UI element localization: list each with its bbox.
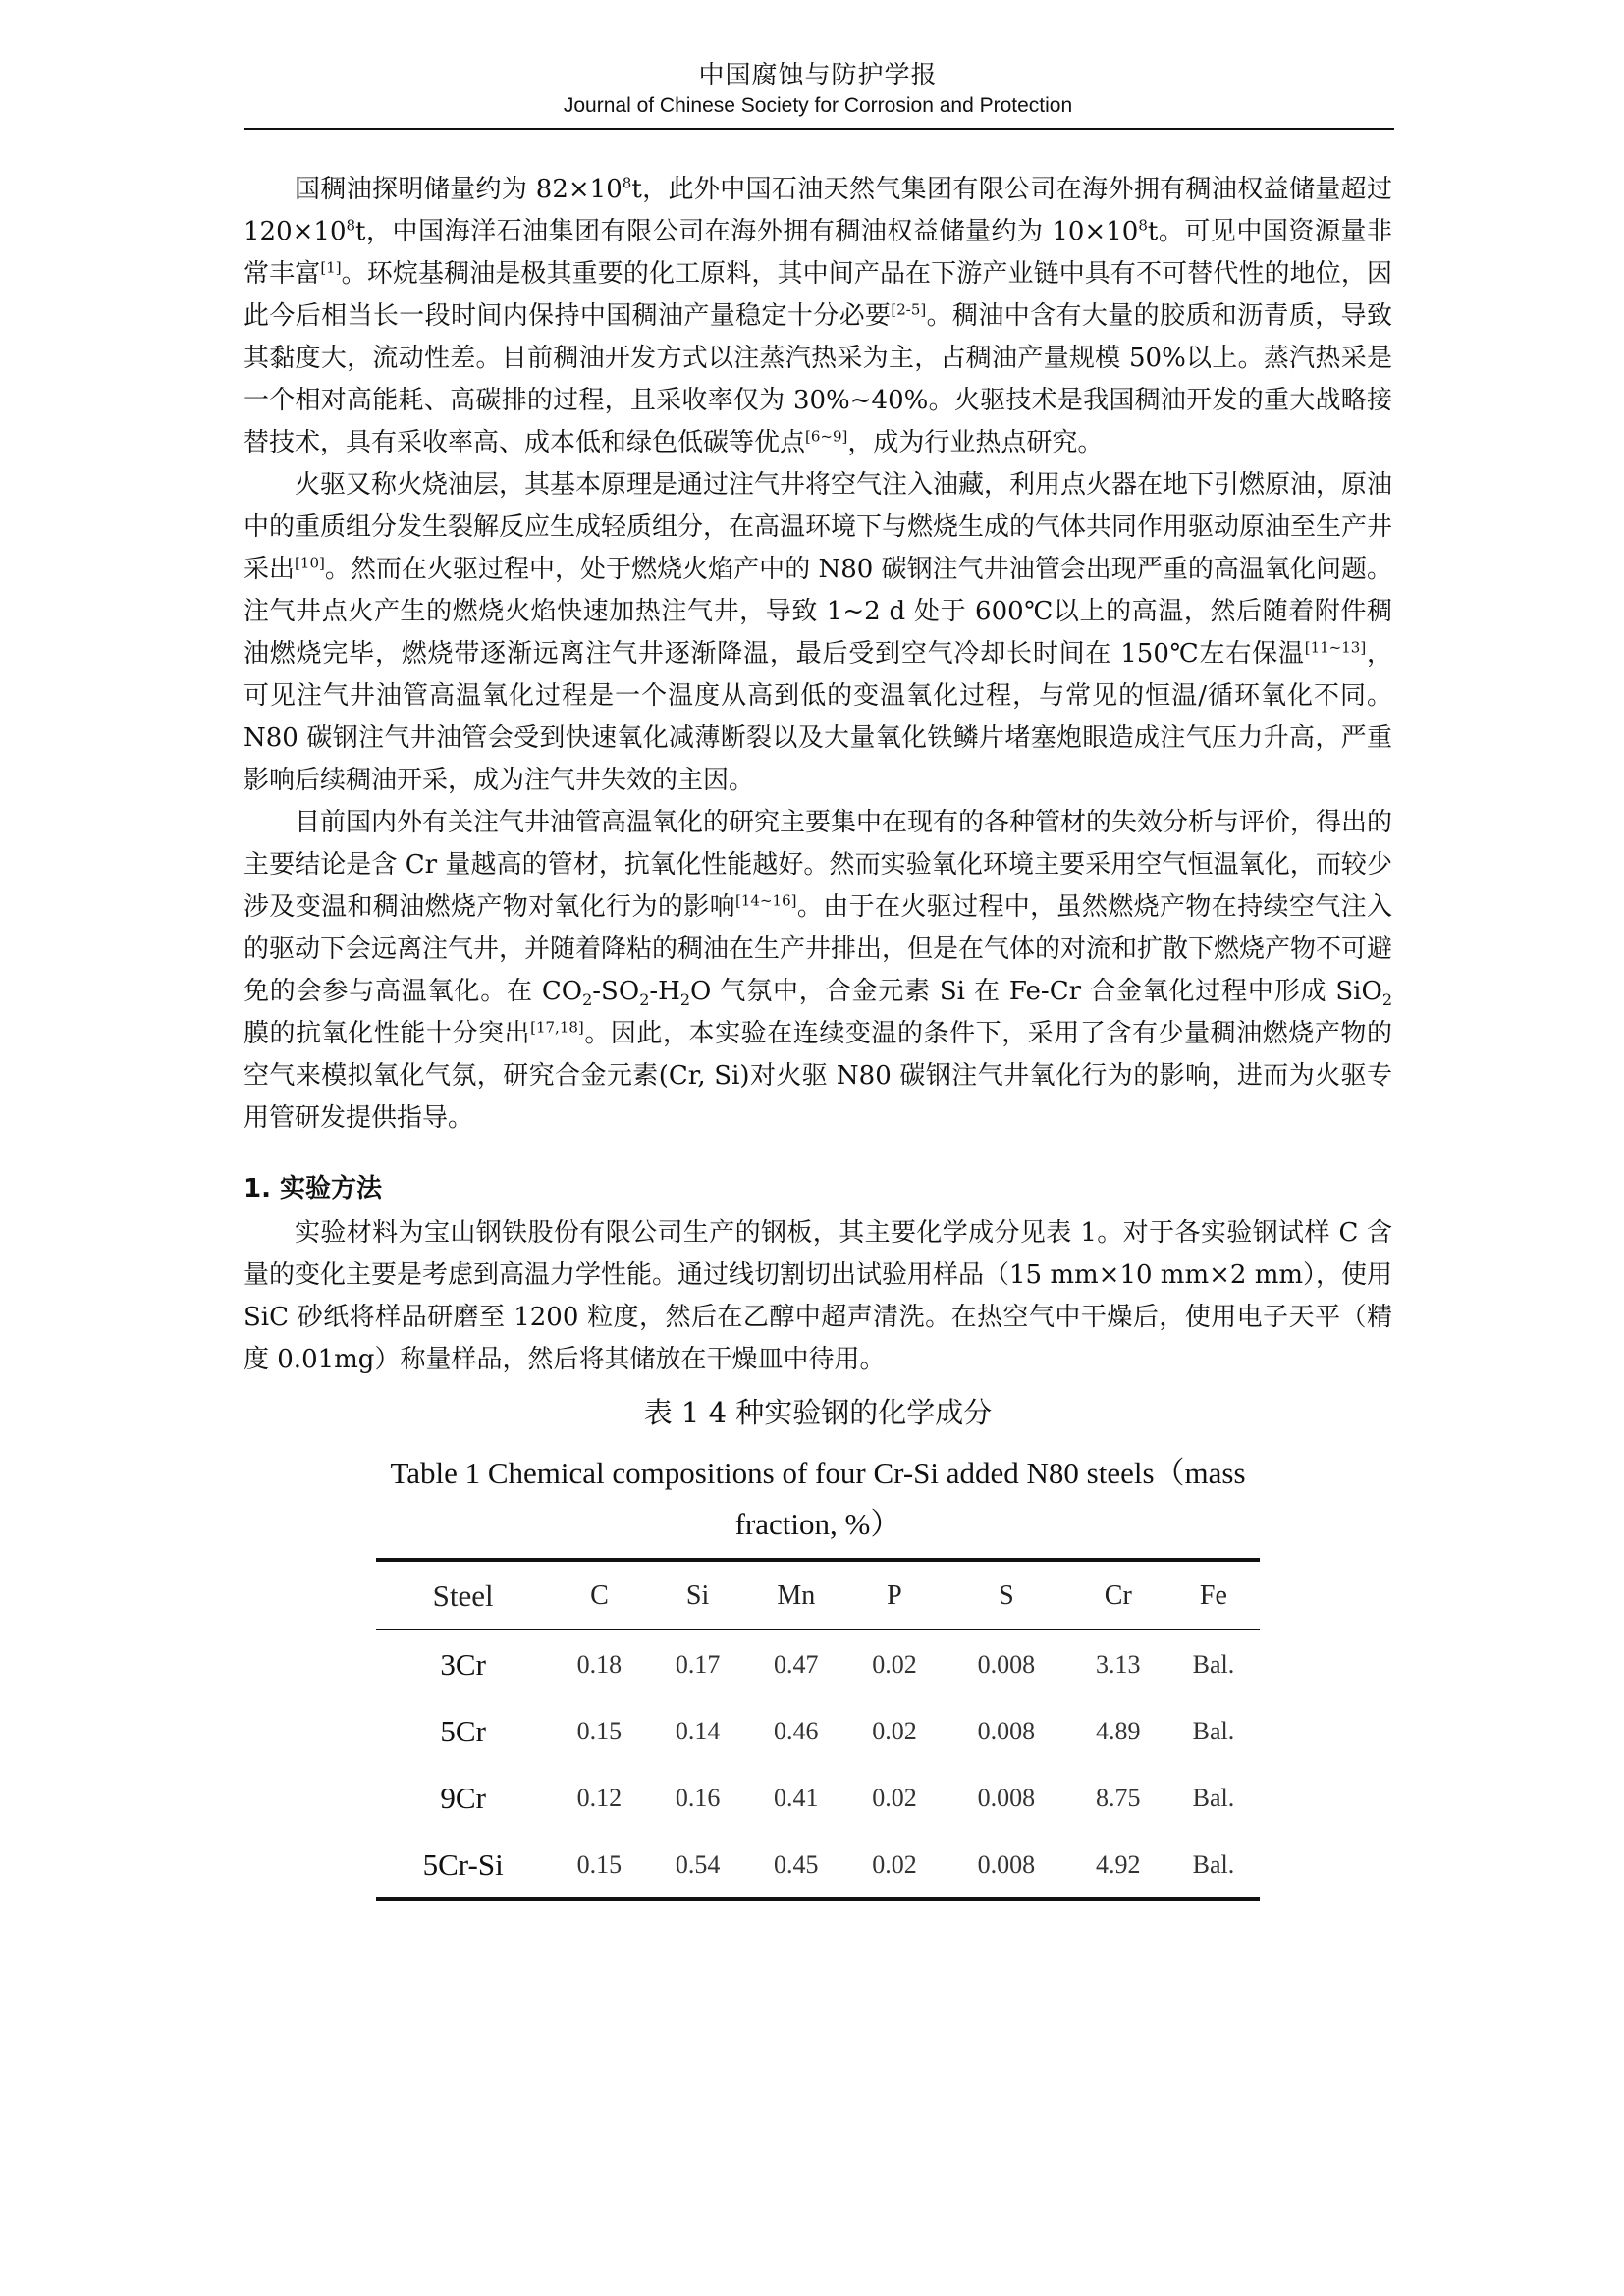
table-cell: Bal. bbox=[1192, 1783, 1235, 1812]
superscript-exponent: 8 bbox=[346, 216, 356, 235]
paragraph-intro-2: 火驱又称火烧油层，其基本原理是通过注气井将空气注入油藏，利用点火器在地下引燃原油，原油中的重质组分发生裂解反应生成轻质组分，在高温环境下与燃烧生成的气体共同作用驱动原油至生产井采出[10]。然而在火驱过程中，处于燃烧火焰产中的 N80 碳钢注气井油管会出现严重的高温氧化问题。注气井点火产生的燃烧火焰快速加热注气井，导致 1~2 d 处于 600℃以上的高温，然后随着附件稠油燃烧完毕，燃烧带逐渐远离注气井逐渐降温，最后受到空气冷却长时间在 150℃左右保温[11~13]， 可见注气井油管高温氧化过程是一个温度从高到低的变温氧化过程，与常见的恒温/循环氧化不同。N80 碳钢注气井油管会受到快速氧化减薄断裂以及大量氧化铁鳞片堵塞炮眼造成注气压力升高，严重影响后续稠油开采，成为注气井失效的主因。 bbox=[244, 470, 1393, 795]
citation: [10] bbox=[295, 554, 325, 572]
table-header-cell: C bbox=[590, 1579, 609, 1611]
table-cell: 0.41 bbox=[774, 1783, 819, 1812]
table-cell: 0.45 bbox=[774, 1849, 819, 1879]
table-cell: 0.02 bbox=[872, 1783, 917, 1812]
table-header-cell: Fe bbox=[1199, 1579, 1227, 1611]
subscript: 2 bbox=[582, 990, 593, 1010]
citation: [1] bbox=[320, 258, 342, 277]
table-cell: 0.16 bbox=[675, 1783, 721, 1812]
subscript: 2 bbox=[1381, 990, 1392, 1010]
table-cell: 0.008 bbox=[977, 1649, 1036, 1679]
paragraph-intro-3: 目前国内外有关注气井油管高温氧化的研究主要集中在现有的各种管材的失效分析与评价，得出的主要结论是含 Cr 量越高的管材，抗氧化性能越好。然而实验氧化环境主要采用空气恒温氧化，而较少涉及变温和稠油燃烧产物对氧化行为的影响[14~16]。由于在火驱过程中，虽然燃烧产物在持续空气注入的驱动下会远离注气井，并随着降粘的稠油在生产井排出，但是在气体的对流和扩散下燃烧产物不可避免的会参与高温氧化。在 $CO_2-SO_2-H_2O$ 气氛中，合金元素 Si 在 Fe-Cr 合金氧化过程中形成 SiO$_2$ 膜的抗氧化性能十分突出[17,18]。因此，本实验在连续变温的条件下，采用了含有少量稠油燃烧产物的空气来模拟氧化气氛，研究合金元素(Cr, Si)对火驱 N80 碳钢注气井氧化行为的影响，进而为火驱专用管研发提供指导。 bbox=[244, 808, 1393, 1133]
citation: [17,18] bbox=[530, 1018, 584, 1037]
table-cell: 8.75 bbox=[1096, 1783, 1141, 1812]
table-cell: 3.13 bbox=[1096, 1649, 1141, 1679]
table-cell: 0.02 bbox=[872, 1649, 917, 1679]
table-row bbox=[376, 1697, 1260, 1764]
table-cell: 0.15 bbox=[576, 1716, 623, 1745]
table-cell: 0.12 bbox=[576, 1783, 623, 1812]
superscript-exponent: 8 bbox=[1138, 216, 1148, 235]
table-header-cell: P bbox=[887, 1579, 902, 1611]
table-cell-steel: 5Cr bbox=[440, 1713, 486, 1748]
table-cell: 0.02 bbox=[872, 1849, 917, 1879]
page-header bbox=[244, 59, 1392, 120]
table-cell: 0.008 bbox=[977, 1849, 1036, 1879]
table-header-cell: S bbox=[999, 1579, 1014, 1611]
table-row bbox=[376, 1629, 1260, 1697]
table-cell: Bal. bbox=[1192, 1716, 1235, 1745]
subscript: 2 bbox=[639, 990, 650, 1010]
paragraph-methods: 实验材料为宝山钢铁股份有限公司生产的钢板，其主要化学成分见表 1。对于各实验钢试样 C 含量的变化主要是考虑到高温力学性能。通过线切割切出试验用样品（15 mm×10 mm×2 mm），使用 SiC 砂纸将样品研磨至 1200 粒度，然后在乙醇中超声清洗。在热空气中干燥后，使用电子天平（精度 0.01mg）称量样品，然后将其储放在干燥皿中待用。 bbox=[244, 1218, 1393, 1374]
paragraph-intro-1: 国稠油探明储量约为 82×10$^8$t，此外中国石油天然气集团有限公司在海外拥有稠油权益储量超过 120×10$^8$t，中国海洋石油集团有限公司在海外拥有稠油权益储量约为 10×10$^8$t。可见中国资源量非常丰富[1]。环烷基稠油是极其重要的化工原料，其中间产品在下游产业链中具有不可替代性的地位，因此今后相当长一段时间内保持中国稠油产量稳定十分必要[2-5]。稠油中含有大量的胶质和沥青质，导致其黏度大，流动性差。目前稠油开发方式以注蒸汽热采为主，占稠油产量规模 50%以上。蒸汽热采是一个相对高能耗、高碳排的过程，且采收率仅为 30%~40%。火驱技术是我国稠油开发的重大战略接替技术，具有采收率高、成本低和绿色低碳等优点[6~9]，成为行业热点研究。 bbox=[244, 174, 1393, 457]
journal-title-cn: 中国腐蚀与防护学报 bbox=[698, 61, 938, 90]
table-cell: 4.92 bbox=[1096, 1849, 1141, 1879]
table-cell: Bal. bbox=[1192, 1849, 1235, 1879]
table-cell: Bal. bbox=[1192, 1649, 1235, 1679]
table-cell: 0.15 bbox=[576, 1849, 623, 1879]
table-cell: 0.14 bbox=[675, 1716, 721, 1745]
table-cell: 0.54 bbox=[675, 1849, 721, 1879]
citation: [6~9] bbox=[805, 427, 848, 446]
journal-title-en: Journal of Chinese Society for Corrosion and Protection bbox=[563, 94, 1073, 117]
subscript: 2 bbox=[679, 990, 691, 1010]
table-header-cell: Cr bbox=[1104, 1579, 1132, 1611]
table-cell: 4.89 bbox=[1096, 1716, 1141, 1745]
table-cell: 0.46 bbox=[774, 1716, 819, 1745]
table-row bbox=[376, 1831, 1260, 1899]
table-header-cell: Si bbox=[685, 1579, 710, 1611]
table-cell: 0.47 bbox=[774, 1649, 819, 1679]
table-cell: 0.18 bbox=[576, 1649, 623, 1679]
table-cell: 0.02 bbox=[872, 1716, 917, 1745]
citation: [11~13] bbox=[1304, 638, 1367, 657]
citation: [2-5] bbox=[891, 300, 927, 319]
table-cell-steel: 5Cr-Si bbox=[422, 1846, 504, 1882]
table-cell-steel: 3Cr bbox=[440, 1646, 486, 1682]
superscript-exponent: 8 bbox=[622, 174, 632, 192]
table-cell-steel: 9Cr bbox=[440, 1780, 486, 1815]
article-body bbox=[244, 169, 1392, 1901]
table-caption-en: Table 1 Chemical compositions of four Cr-Si added N80 steels（mass fraction, %） bbox=[390, 1456, 1246, 1541]
table-cell: 0.008 bbox=[977, 1783, 1036, 1812]
table-cell: 0.17 bbox=[675, 1649, 721, 1679]
table-header-cell: Mn bbox=[777, 1579, 816, 1611]
header-divider bbox=[244, 128, 1394, 130]
table-cell: 0.008 bbox=[977, 1716, 1036, 1745]
table-header-row bbox=[376, 1560, 1260, 1629]
table-caption-cn: 表 1 4 种实验钢的化学成分 bbox=[643, 1396, 993, 1429]
section-heading-methods: 1. 实验方法 bbox=[244, 1174, 383, 1203]
composition-table bbox=[376, 1558, 1260, 1901]
table-header-cell: Steel bbox=[432, 1577, 494, 1613]
citation: [14~16] bbox=[735, 891, 797, 910]
table-row bbox=[376, 1764, 1260, 1831]
